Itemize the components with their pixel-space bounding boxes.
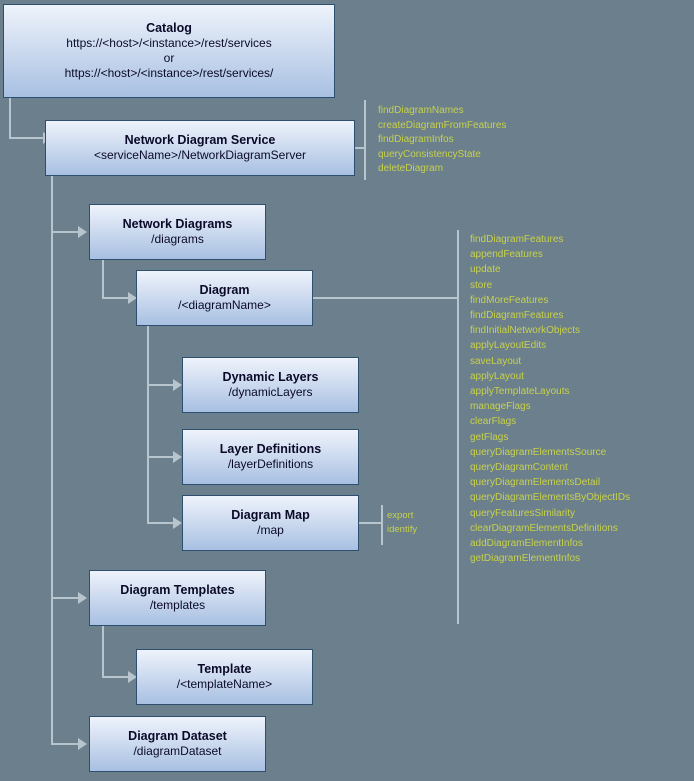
layer-definitions-title: Layer Definitions — [219, 441, 322, 456]
diagram-operation-item: applyLayout — [470, 370, 524, 382]
service-operation-item: createDiagramFromFeatures — [378, 119, 507, 131]
service-operation-item: queryConsistencyState — [378, 148, 481, 160]
layer-definitions-path: /layerDefinitions — [227, 457, 314, 472]
service-operation-item: findDiagramInfos — [378, 134, 454, 145]
diagram-operation-item: appendFeatures — [470, 249, 543, 261]
diagram-operation-item: saveLayout — [470, 355, 522, 367]
diagram-operation-item: applyTemplateLayouts — [470, 386, 570, 398]
diagram-operation-item: clearFlags — [470, 416, 517, 428]
diagram-operation-item: queryDiagramContent — [470, 462, 568, 474]
diagram-operation-item: findInitialNetworkObjects — [470, 325, 581, 337]
diagram-operation-item: findMoreFeatures — [470, 294, 549, 306]
template-path: /<templateName> — [176, 677, 273, 692]
diagram-map-title: Diagram Map — [231, 507, 310, 522]
catalog-node-url-2: https://<host>/<instance>/rest/services/ — [64, 66, 274, 81]
layer-definitions-node[interactable] — [182, 429, 359, 485]
catalog-node-url-1: https://<host>/<instance>/rest/services — [66, 36, 272, 51]
diagram-operation-item: manageFlags — [470, 401, 531, 413]
diagram-operation-item: getFlags — [470, 431, 509, 443]
template-title: Template — [197, 661, 252, 676]
diagram-title: Diagram — [199, 282, 250, 297]
map-operation-item: identify — [387, 524, 418, 535]
diagram-operation-item: store — [470, 279, 493, 291]
diagram-operations-list — [470, 232, 630, 566]
network-diagrams-node[interactable] — [89, 204, 266, 260]
diagram-operation-item: queryFeaturesSimilarity — [470, 507, 576, 519]
diagram-operation-item: applyLayoutEdits — [470, 340, 547, 352]
diagram-map-node[interactable] — [182, 495, 359, 551]
catalog-node-or: or — [163, 51, 175, 66]
dynamic-layers-node[interactable] — [182, 357, 359, 413]
map-operations-list — [387, 509, 417, 537]
diagram-operation-item: queryDiagramElementsByObjectIDs — [470, 492, 631, 504]
diagram-operation-item: findDiagramFeatures — [470, 234, 564, 245]
diagram-operation-item: clearDiagramElementsDefinitions — [470, 522, 618, 534]
catalog-node[interactable] — [3, 4, 335, 98]
diagram-map-path: /map — [257, 523, 284, 538]
diagram-path: /<diagramName> — [178, 298, 271, 313]
diagram-templates-node[interactable] — [89, 570, 266, 626]
diagram-operation-item: findDiagramFeatures — [470, 310, 564, 322]
diagram-dataset-node[interactable] — [89, 716, 266, 772]
diagram-operation-item: getDiagramElementInfos — [470, 553, 581, 565]
service-operation-item: deleteDiagram — [378, 163, 444, 174]
diagram-operation-item: queryDiagramElementsDetail — [470, 477, 601, 489]
network-diagram-service-title: Network Diagram Service — [124, 132, 276, 147]
catalog-node-title: Catalog — [146, 20, 192, 35]
template-node[interactable] — [136, 649, 313, 705]
service-operations-list — [378, 104, 506, 177]
diagram-templates-title: Diagram Templates — [120, 582, 235, 597]
network-diagram-service-path: <serviceName>/NetworkDiagramServer — [93, 148, 307, 163]
network-diagram-service-node[interactable] — [45, 120, 355, 176]
map-operation-item: export — [387, 510, 414, 521]
dynamic-layers-path: /dynamicLayers — [228, 385, 313, 400]
diagram-operation-item: update — [470, 264, 501, 276]
service-operation-item: findDiagramNames — [378, 105, 464, 116]
network-diagrams-path: /diagrams — [151, 232, 204, 247]
diagram-operation-item: queryDiagramElementsSource — [470, 446, 607, 458]
diagram-dataset-title: Diagram Dataset — [128, 728, 227, 743]
diagram-node[interactable] — [136, 270, 313, 326]
dynamic-layers-title: Dynamic Layers — [222, 369, 319, 384]
diagram-operation-item: addDiagramElementInfos — [470, 538, 583, 550]
network-diagrams-title: Network Diagrams — [122, 216, 233, 231]
diagram-templates-path: /templates — [149, 598, 206, 613]
diagram-dataset-path: /diagramDataset — [133, 744, 222, 759]
